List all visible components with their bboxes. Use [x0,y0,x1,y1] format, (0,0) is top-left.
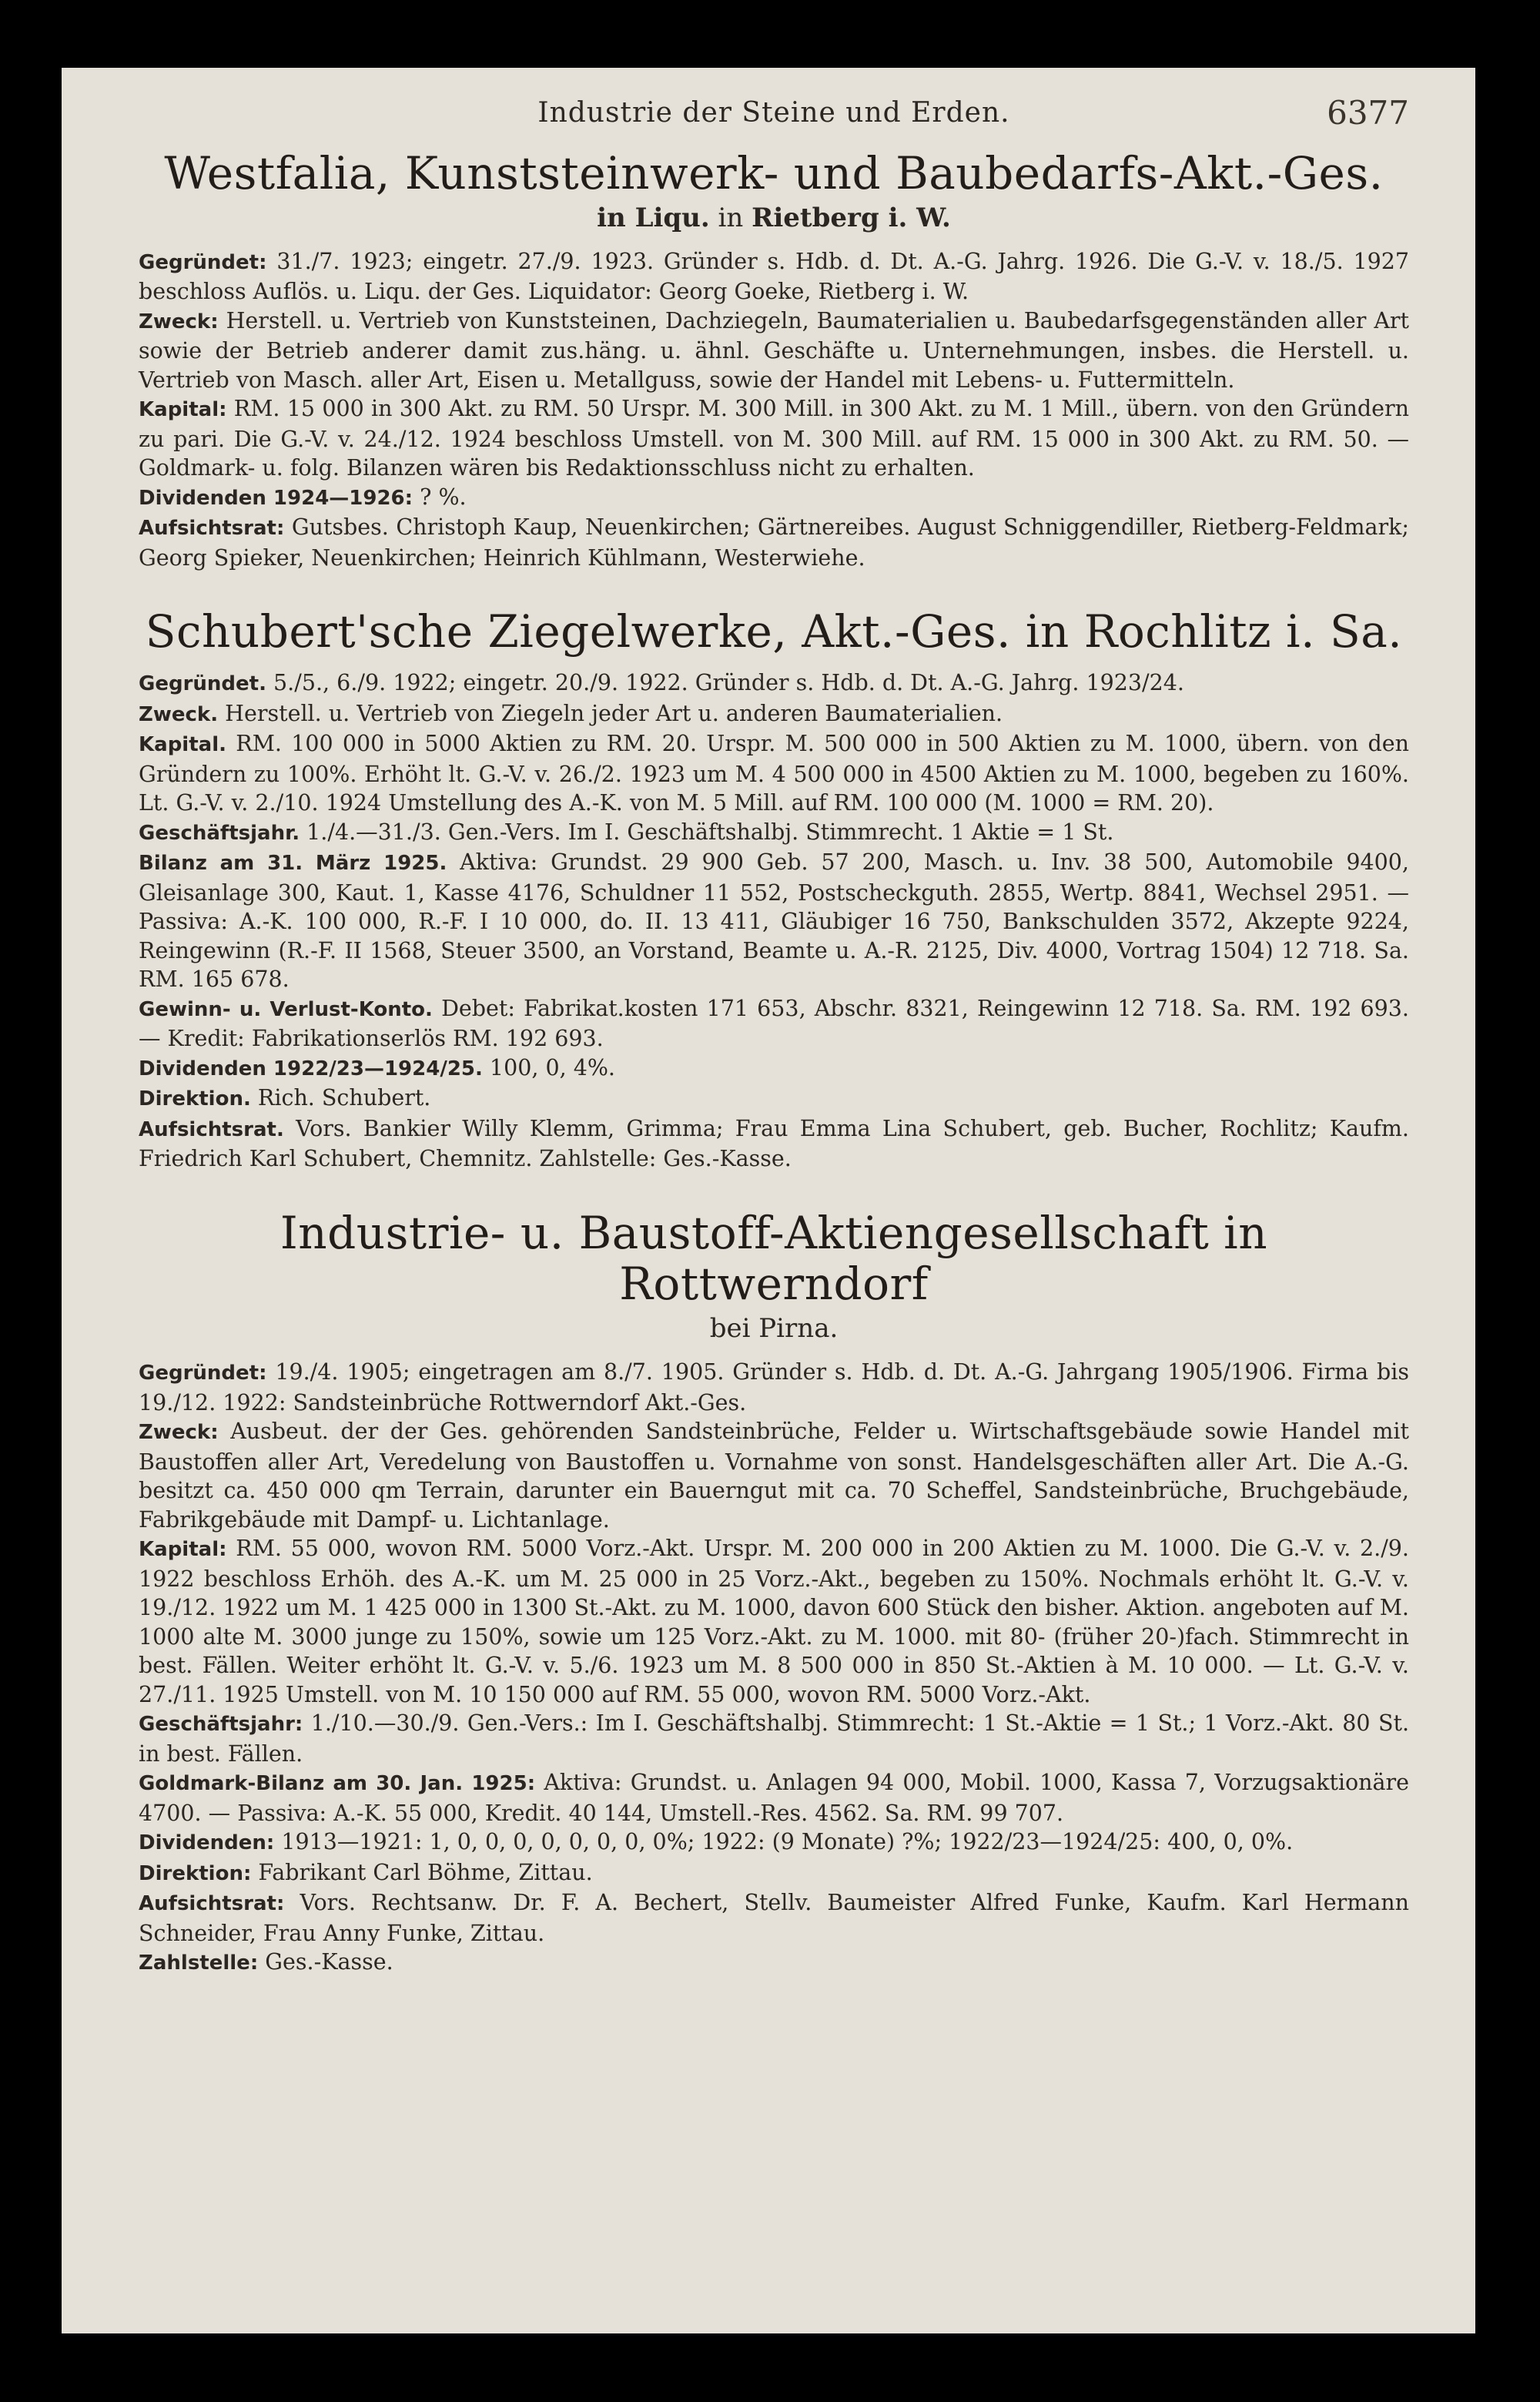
paragraph-label: Zweck. [139,702,219,726]
entry-paragraph [139,818,1409,849]
paragraph-label: Direktion. [139,1087,251,1111]
entry-paragraph [139,513,1409,572]
paragraph-text: Aktiva: Grundst. u. Anlagen 94 000, Mobil. 1000, Kassa 7, Vorzugsaktionäre 4700. — Passiva: A.-K. 55 000, Kredit. 40 144, Umstell.-Res. 4562. Sa. RM. 99 707. [139,1770,1410,1826]
entry-paragraph [139,1114,1409,1174]
entry-paragraph [139,1084,1409,1114]
paragraph-label: Kapital. [139,733,226,757]
entry-paragraph [139,994,1409,1054]
paragraph-text: 31./7. 1923; eingetr. 27./9. 1923. Gründer s. Hdb. d. Dt. A.-G. Jahrg. 1926. Die G.-V. v. 18./5. 1927 beschloss Auflös. u. Liqu. der Ges. Liquidator: Georg Goeke, Rietberg i. W. [139,248,1409,305]
paragraph-label: Aufsichtsrat: [139,517,285,541]
entry-subtitle [139,201,1409,235]
paragraph-text: Aktiva: Grundst. 29 900 Geb. 57 200, Masch. u. Inv. 38 500, Automobile 9400, Gleisanlage 300, Kaut. 1, Kasse 4176, Schuldner 11 552, Postscheckguth. 2855, Wertp. 8841, Wechsel 2951. — Passiva: A.-K. 100 000, R.-F. I 10 000, do. II. 13 411, Gläubiger 16 750, Bankschulden 3572, Akzepte 9224, Reingewinn (R.-F. II 1568, Steuer 3500, an Vorstand, Beamte u. A.-R. 2125, Div. 4000, Vortrag 1504) 12 718. Sa. RM. 165 678. [139,849,1409,993]
page-content [139,89,1409,2012]
page-number: 6377 [1327,94,1409,132]
entry-paragraph [139,247,1409,307]
paragraph-label: Kapital: [139,398,227,422]
paragraph-label: Kapital: [139,1538,227,1562]
entry-paragraph [139,1948,1409,1978]
paragraph-label: Direktion: [139,1861,252,1885]
paragraph-text: Rich. Schubert. [250,1085,431,1111]
paragraph-label: Gegründet. [139,672,266,696]
paragraph-text: 19./4. 1905; eingetragen am 8./7. 1905. Gründer s. Hdb. d. Dt. A.-G. Jahrgang 1905/1906. Firma bis 19./12. 1922: Sandsteinbrüche Rottwerndorf Akt.-Ges. [139,1359,1409,1415]
paragraph-label: Zweck: [139,310,219,333]
entry-paragraph [139,307,1409,395]
entry-paragraph [139,394,1409,483]
entry-paragraph [139,1768,1409,1827]
company-entry-westfalia [139,148,1409,572]
entry-paragraph [139,1858,1409,1889]
paragraph-label: Goldmark-Bilanz am 30. Jan. 1925: [139,1772,536,1796]
paragraph-text: 1./10.—30./9. Gen.-Vers.: Im I. Geschäftshalbj. Stimmrecht: 1 St.-Aktie = 1 St.; 1 Vorz.-Akt. 80 St. in best. Fällen. [139,1710,1409,1767]
subtitle-place: Rietberg i. W. [752,202,951,233]
paragraph-text: RM. 55 000, wovon RM. 5000 Vorz.-Akt. Urspr. M. 200 000 in 200 Aktien zu M. 1000. Die G.-V. v. 2./9. 1922 beschloss Erhöh. des A.-K. um M. 25 000 in 25 Vorz.-Akt., begeben zu 150%. Nochmals erhöht lt. G.-V. v. 19./12. 1922 um M. 1 425 000 in 1300 St.-Akt. zu M. 1000, davon 600 Stück den bisher. Aktion. angeboten auf M. 1000 alte M. 3000 junge zu 150%, sowie um 125 Vorz.-Akt. zu M. 1000. mit 80- (früher 20-)fach. Stimmrecht in best. Fällen. Weiter erhöht lt. G.-V. v. 5./6. 1923 um M. 8 500 000 in 850 St.-Aktien à M. 10 000. — Lt. G.-V. v. 27./11. 1925 Umstell. von M. 10 150 000 auf RM. 55 000, wovon RM. 5000 Vorz.-Akt. [139,1536,1409,1707]
entry-title: Industrie- u. Baustoff-Aktiengesellschaft in Rottwerndorf [280,1206,1268,1311]
paragraph-label: Bilanz am 31. März 1925. [139,852,447,876]
paragraph-label: Zweck: [139,1421,219,1445]
paragraph-text: Herstell. u. Vertrieb von Kunststeinen, Dachziegeln, Baumaterialien u. Baubedarfsgegenständen aller Art sowie der Betrieb anderer damit zus.häng. u. ähnl. Geschäfte u. Unternehmungen, insbes. die Herstell. u. Vertrieb von Masch. aller Art, Eisen u. Metallguss, sowie der Handel mit Lebens- u. Futtermitteln. [139,307,1409,393]
entry-paragraph [139,729,1409,818]
entry-paragraph [139,1827,1409,1858]
paragraph-text: 100, 0, 4%. [482,1054,615,1080]
paragraph-text: Fabrikant Carl Böhme, Zittau. [251,1859,593,1885]
paragraph-text: Vors. Rechtsanw. Dr. F. A. Bechert, Stellv. Baumeister Alfred Funke, Kaufm. Karl Hermann Schneider, Frau Anny Funke, Zittau. [139,1890,1409,1946]
paragraph-label: Geschäftsjahr. [139,821,300,845]
paragraph-text: Gutsbes. Christoph Kaup, Neuenkirchen; Gärtnereibes. August Schniggendiller, Rietberg-Feldmark; Georg Spieker, Neuenkirchen; Heinrich Kühlmann, Westerwiehe. [139,514,1409,571]
paragraph-label: Dividenden: [139,1831,275,1855]
entry-paragraph [139,483,1409,514]
paragraph-label: Dividenden 1924—1926: [139,486,413,510]
paragraph-label: Aufsichtsrat: [139,1892,285,1916]
paragraph-text: Ausbeut. der der Ges. gehörenden Sandsteinbrüche, Felder u. Wirtschaftsgebäude sowie Handel mit Baustoffen aller Art, Veredelung von Baustoffen u. Vornahme von sonst. Handelsgeschäften aller Art. Die A.-G. besitzt ca. 450 000 qm Terrain, darunter ein Bauerngut mit ca. 70 Scheffel, Sandsteinbrüche, Bruchgebäude, Fabrikgebäude mit Dampf- u. Lichtanlage. [139,1419,1409,1533]
subtitle-status: in Liqu. [597,202,710,233]
paragraph-label: Gegründet: [139,1362,267,1385]
paragraph-text: Ges.-Kasse. [258,1949,393,1975]
paragraph-label: Gegründet: [139,250,267,274]
paragraph-text: Herstell. u. Vertrieb von Ziegeln jeder Art u. anderen Baumaterialien. [218,700,1003,726]
paragraph-text: RM. 15 000 in 300 Akt. zu RM. 50 Urspr. M. 300 Mill. in 300 Akt. zu M. 1 Mill., übern. von den Gründern zu pari. Die G.-V. v. 24./12. 1924 beschloss Umstell. von M. 300 Mill. auf RM. 15 000 in 300 Akt. zu RM. 50. — Goldmark- u. folg. Bilanzen wären bis Redaktionsschluss nicht zu erhalten. [139,396,1409,481]
entry-paragraph [139,699,1409,730]
paragraph-text: 1913—1921: 1, 0, 0, 0, 0, 0, 0, 0, 0%; 1922: (9 Monate) ?%; 1922/23—1924/25: 400, 0, 0%. [274,1829,1294,1855]
entry-paragraph [139,1709,1409,1768]
company-entry-rottwerndorf [139,1208,1409,1978]
entry-paragraph [139,1417,1409,1534]
entry-paragraph [139,848,1409,994]
entry-title: Schubert'sche Ziegelwerke, Akt.-Ges. in Rochlitz i. Sa. [145,605,1403,658]
scanned-page [62,68,1475,2333]
subtitle-in: in [718,202,744,233]
entry-subtitle: bei Pirna. [709,1312,839,1344]
entry-paragraph [139,1358,1409,1417]
paragraph-text: 5./5., 6./9. 1922; eingetr. 20./9. 1922. Gründer s. Hdb. d. Dt. A.-G. Jahrg. 1923/24. [266,670,1184,696]
company-entry-schubert [139,606,1409,1173]
entry-paragraph [139,1054,1409,1084]
entry-title: Westfalia, Kunststeinwerk- und Baubedarfs-Akt.-Ges. [164,147,1384,199]
paragraph-label: Zahlstelle: [139,1951,259,1975]
paragraph-label: Geschäftsjahr: [139,1713,303,1737]
paragraph-text: RM. 100 000 in 5000 Aktien zu RM. 20. Urspr. M. 500 000 in 500 Aktien zu M. 1000, übern. von den Gründern zu 100%. Erhöht lt. G.-V. v. 26./2. 1923 um M. 4 500 000 in 4500 Aktien zu M. 1000, begeben zu 160%. Lt. G.-V. v. 2./10. 1924 Umstellung des A.-K. von M. 5 Mill. auf RM. 100 000 (M. 1000 = RM. 20). [139,731,1409,816]
paragraph-label: Dividenden 1922/23—1924/25. [139,1057,483,1080]
paragraph-text: Debet: Fabrikat.kosten 171 653, Abschr. 8321, Reingewinn 12 718. Sa. RM. 192 693. — Kredit: Fabrikationserlös RM. 192 693. [139,995,1409,1052]
paragraph-text: Vors. Bankier Willy Klemm, Grimma; Frau Emma Lina Schubert, geb. Bucher, Rochlitz; Kaufm. Friedrich Karl Schubert, Chemnitz. Zahlstelle: Ges.-Kasse. [139,1115,1409,1172]
running-head [139,89,1409,143]
entry-paragraph [139,1888,1409,1948]
entry-paragraph [139,1534,1409,1709]
paragraph-label: Aufsichtsrat. [139,1117,284,1141]
running-head-title: Industrie der Steine und Erden. [537,97,1010,129]
entry-paragraph [139,668,1409,699]
paragraph-label: Gewinn- u. Verlust-Konto. [139,997,433,1021]
paragraph-text: ? %. [413,484,467,510]
paragraph-text: 1./4.—31./3. Gen.-Vers. Im I. Geschäftshalbj. Stimmrecht. 1 Aktie = 1 St. [300,819,1114,845]
